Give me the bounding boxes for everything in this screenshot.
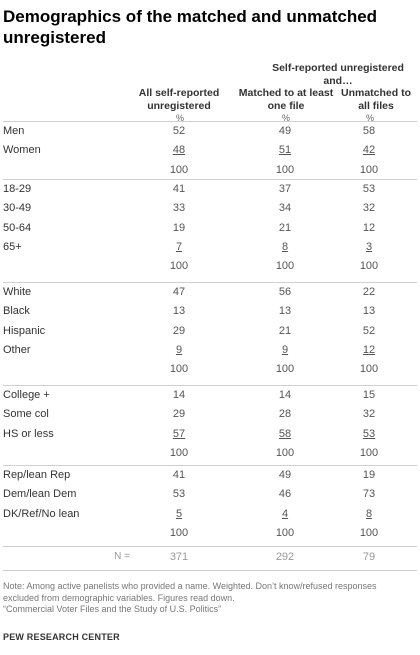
cell-value: 8 [281, 240, 289, 253]
cell-value: 292 [275, 551, 295, 563]
cell-value: 100 [275, 260, 295, 273]
cell-value: 13 [172, 305, 186, 318]
row-label: 18-29 [3, 183, 32, 195]
table-row [0, 505, 420, 523]
cell-value: 48 [172, 144, 186, 157]
cell-value: 8 [365, 507, 373, 520]
table-row [0, 466, 420, 484]
percent-label: % [282, 113, 291, 123]
cell-value: 53 [172, 488, 186, 501]
percent-label: % [366, 113, 375, 123]
cell-value: 58 [278, 427, 292, 440]
table-row [0, 238, 420, 256]
cell-value: 100 [275, 363, 295, 376]
table-row [0, 283, 420, 301]
table-row [0, 386, 420, 404]
cell-value: 49 [278, 125, 292, 137]
cell-value: 9 [175, 343, 183, 356]
page-title: Demographics of the matched and unmatched unregistered [3, 7, 378, 47]
cell-value: 49 [278, 469, 292, 481]
cell-value: 3 [365, 240, 373, 253]
cell-value: 42 [362, 144, 376, 157]
cell-value: 100 [359, 163, 379, 176]
cell-value: 32 [362, 408, 376, 421]
cell-value: 32 [362, 202, 376, 215]
table-row [0, 405, 420, 423]
cell-value: 53 [362, 427, 376, 440]
table-row [0, 219, 420, 237]
cell-value: 51 [278, 144, 292, 157]
cell-value: 29 [172, 324, 186, 337]
cell-value: 34 [278, 202, 292, 215]
cell-value: 4 [281, 507, 289, 520]
n-row [0, 548, 420, 566]
row-label: Rep/lean Rep [3, 469, 71, 481]
cell-value: 100 [359, 526, 379, 539]
cell-value: 100 [275, 446, 295, 459]
header-unmatched: Unmatched to all files [340, 87, 411, 112]
cell-value: 52 [362, 324, 376, 337]
row-label: Women [3, 144, 41, 157]
source-label: PEW RESEARCH CENTER [3, 632, 120, 642]
cell-value: 12 [362, 221, 376, 234]
row-label: 65+ [3, 240, 22, 253]
cell-value: 100 [169, 526, 189, 539]
table-row [0, 341, 420, 359]
row-label: HS or less [3, 427, 54, 440]
cell-value: 58 [362, 125, 376, 137]
cell-value: 33 [172, 202, 186, 215]
table-row [0, 322, 420, 340]
cell-value: 46 [278, 488, 292, 501]
table-row [0, 180, 420, 198]
cell-value: 7 [175, 240, 183, 253]
divider [3, 546, 417, 547]
total-row [0, 444, 420, 462]
cell-value: 53 [362, 183, 376, 195]
header-span: Self-reported unregistered and… [272, 62, 404, 87]
source-title: “Commercial Voter Files and the Study of U.S. Politics” [3, 604, 222, 614]
cell-value: 100 [169, 163, 189, 176]
row-label: 30-49 [3, 202, 32, 215]
cell-value: 100 [169, 446, 189, 459]
total-row [0, 360, 420, 378]
divider [3, 570, 417, 571]
cell-value: 21 [278, 324, 292, 337]
note-text: Note: Among active panelists who provided a name. Weighted. Don’t know/refused responses excluded from demographic variables. Figures read down. [3, 581, 377, 603]
cell-value: 29 [172, 408, 186, 421]
total-row [0, 257, 420, 275]
cell-value: 100 [359, 363, 379, 376]
total-row [0, 161, 420, 179]
cell-value: 371 [169, 551, 189, 563]
cell-value: 57 [172, 427, 186, 440]
cell-value: 15 [362, 389, 376, 401]
cell-value: 100 [169, 363, 189, 376]
cell-value: 100 [275, 526, 295, 539]
cell-value: 28 [278, 408, 292, 421]
percent-label: % [176, 113, 185, 123]
cell-value: 13 [278, 305, 292, 318]
cell-value: 12 [362, 343, 376, 356]
cell-value: 79 [362, 551, 376, 563]
cell-value: 52 [172, 125, 186, 137]
cell-value: 56 [278, 286, 292, 298]
table-row [0, 425, 420, 443]
cell-value: 19 [362, 469, 376, 481]
table-row [0, 199, 420, 217]
row-label: College + [3, 389, 50, 401]
row-label: N = [114, 551, 130, 562]
table-row [0, 485, 420, 503]
cell-value: 47 [172, 286, 186, 298]
cell-value: 21 [278, 221, 292, 234]
row-label: DK/Ref/No lean [3, 507, 80, 520]
cell-value: 100 [275, 163, 295, 176]
footnote [3, 581, 413, 616]
cell-value: 13 [362, 305, 376, 318]
table-row [0, 302, 420, 320]
header-all-unregistered: All self-reported unregistered [138, 87, 220, 112]
row-label: Black [3, 305, 30, 318]
cell-value: 100 [359, 446, 379, 459]
cell-value: 100 [359, 260, 379, 273]
row-label: Hispanic [3, 324, 46, 337]
cell-value: 5 [175, 507, 183, 520]
header-matched: Matched to at least one file [238, 87, 334, 112]
cell-value: 14 [172, 389, 186, 401]
row-label: Men [3, 125, 25, 137]
row-label: Dem/lean Dem [3, 488, 77, 501]
cell-value: 73 [362, 488, 376, 501]
cell-value: 41 [172, 183, 186, 195]
cell-value: 9 [281, 343, 289, 356]
table-row [0, 141, 420, 159]
row-label: Other [3, 343, 31, 356]
cell-value: 37 [278, 183, 292, 195]
table-row [0, 122, 420, 140]
cell-value: 100 [169, 260, 189, 273]
cell-value: 22 [362, 286, 376, 298]
row-label: 50-64 [3, 221, 32, 234]
total-row [0, 524, 420, 542]
row-label: Some col [3, 408, 49, 421]
cell-value: 14 [278, 389, 292, 401]
row-label: White [3, 286, 32, 298]
cell-value: 41 [172, 469, 186, 481]
cell-value: 19 [172, 221, 186, 234]
